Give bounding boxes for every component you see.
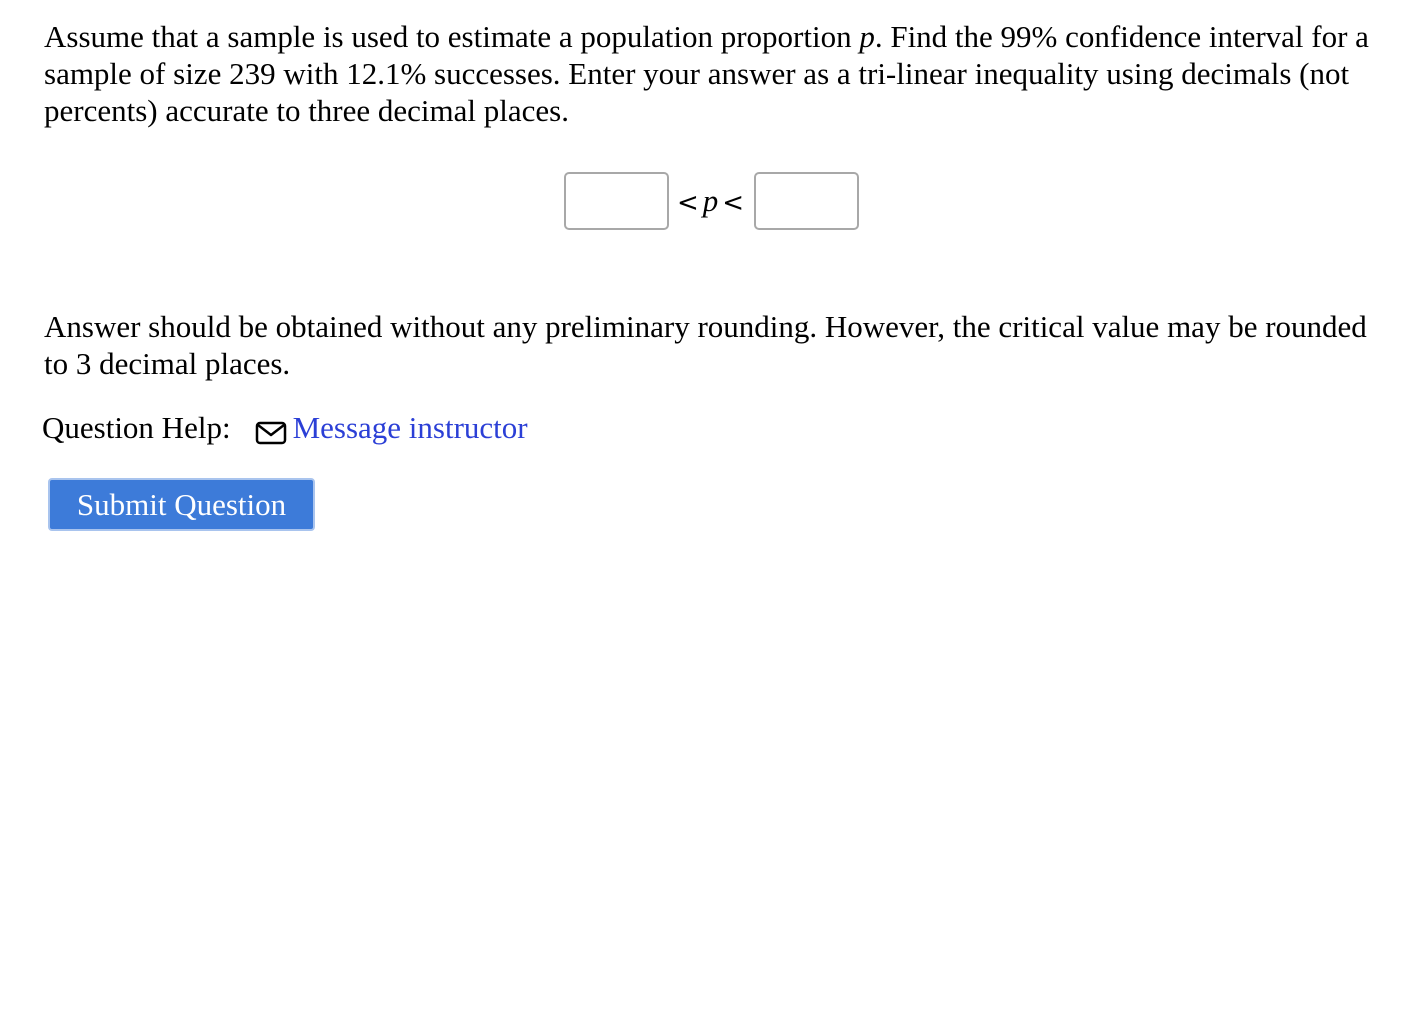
question-container <box>44 18 1374 446</box>
rounding-note: Answer should be obtained without any preliminary rounding. However, the critical value may be rounded to 3 decimal places. <box>44 309 1367 381</box>
message-instructor-link[interactable]: Message instructor <box>292 410 528 445</box>
question-text: Assume that a sample is used to estimate a population proportion p. Find the 99% confidence interval for a sample of size 239 with 12.1% successes. Enter your answer as a tri-linear inequality using decimals (not percents) accurate to three decimal places. <box>44 19 1369 128</box>
variable-p-symbol: p <box>702 183 719 218</box>
upper-bound-input[interactable] <box>754 172 859 230</box>
mail-icon[interactable] <box>255 416 287 440</box>
submit-question-button[interactable]: Submit Question <box>48 478 315 531</box>
less-than-symbol: < <box>677 188 699 218</box>
variable-p: p <box>859 19 875 54</box>
question-help-label: Question Help: <box>42 410 231 445</box>
less-than-symbol: < <box>722 188 745 218</box>
lower-bound-input[interactable] <box>564 172 669 230</box>
answer-inequality <box>44 172 1374 230</box>
question-help <box>42 409 1374 446</box>
inequality-symbols <box>677 182 744 222</box>
